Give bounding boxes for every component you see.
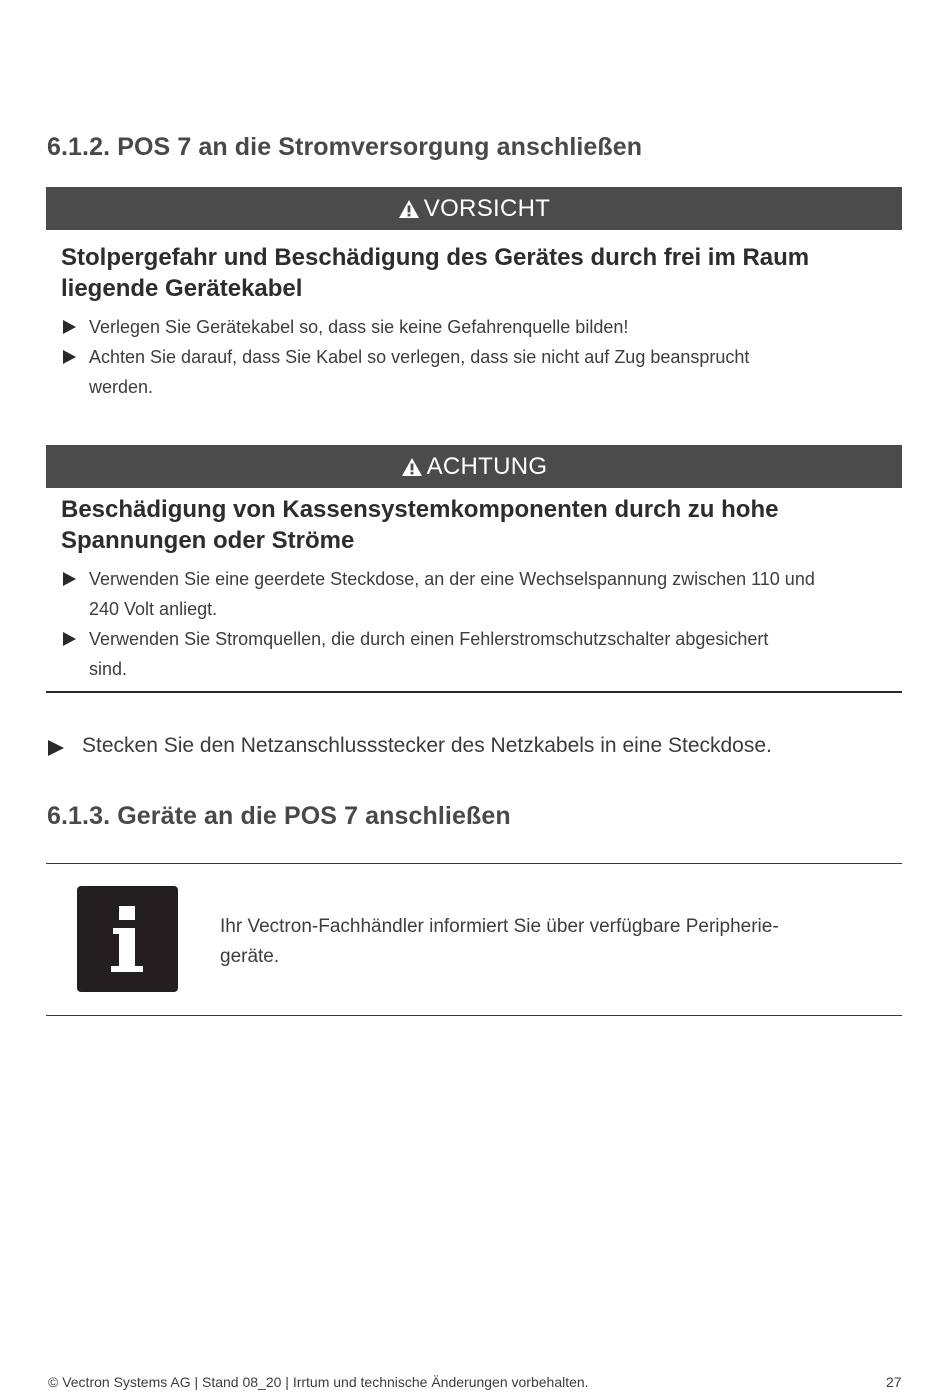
caution-list (61, 312, 896, 402)
caution-label: VORSICHT (423, 194, 551, 222)
notice-list (61, 564, 896, 684)
info-bottom-rule (46, 1015, 902, 1016)
notice-title-line1: Beschädigung von Kassensystemkomponenten durch zu hohe (61, 496, 779, 523)
caution-title-line2: liegende Gerätekabel (61, 275, 303, 302)
caution-item-2-line1: Achten Sie darauf, dass Sie Kabel so verlegen, dass sie nicht auf Zug beansprucht (89, 347, 750, 367)
bullet-triangle-icon (63, 572, 76, 586)
notice-item-1-line2: 240 Volt anliegt. (89, 599, 218, 619)
list-item (61, 312, 896, 342)
caution-item-2-line2: werden. (89, 377, 154, 397)
info-line2: geräte. (220, 946, 280, 967)
info-icon (77, 886, 178, 992)
info-top-rule (46, 863, 902, 864)
notice-item-2-line1: Verwenden Sie Stromquellen, die durch einen Fehlerstromschutzschalter abgesichert (89, 629, 769, 649)
footer-copyright: © Vectron Systems AG | Stand 08_20 | Irrtum und technische Änderungen vorbehalten. (48, 1374, 589, 1390)
notice-item-2-line2: sind. (89, 659, 128, 679)
notice-label: ACHTUNG (426, 452, 548, 480)
list-item (61, 564, 896, 624)
warning-triangle-icon (401, 457, 423, 477)
bullet-triangle-icon (63, 350, 76, 364)
section-heading-613: 6.1.3. Geräte an die POS 7 anschließen (47, 802, 511, 830)
bullet-triangle-icon (63, 320, 76, 334)
notice-banner (46, 445, 902, 488)
notice-title-line2: Spannungen oder Ströme (61, 527, 355, 554)
bullet-triangle-icon (63, 632, 76, 646)
info-line1: Ihr Vectron-Fachhändler informiert Sie über verfügbare Peripherie- (220, 916, 779, 937)
caution-title (61, 242, 881, 304)
warning-triangle-icon (398, 199, 420, 219)
step-triangle-icon (48, 740, 64, 756)
caution-item-1: Verlegen Sie Gerätekabel so, dass sie keine Gefahrenquelle bilden! (89, 317, 629, 337)
page-number: 27 (886, 1374, 902, 1390)
notice-bottom-rule (46, 691, 902, 693)
list-item (61, 342, 896, 402)
step-text: Stecken Sie den Netzanschlussstecker des Netzkabels in eine Steckdose. (82, 734, 772, 757)
caution-title-line1: Stolpergefahr und Beschädigung des Gerätes durch frei im Raum (61, 244, 810, 271)
list-item (61, 624, 896, 684)
info-text (220, 912, 870, 972)
caution-banner (46, 187, 902, 230)
notice-item-1-line1: Verwenden Sie eine geerdete Steckdose, an der eine Wechselspannung zwischen 110 und (89, 569, 815, 589)
section-heading-612: 6.1.2. POS 7 an die Stromversorgung anschließen (47, 133, 643, 161)
notice-title (61, 494, 881, 556)
